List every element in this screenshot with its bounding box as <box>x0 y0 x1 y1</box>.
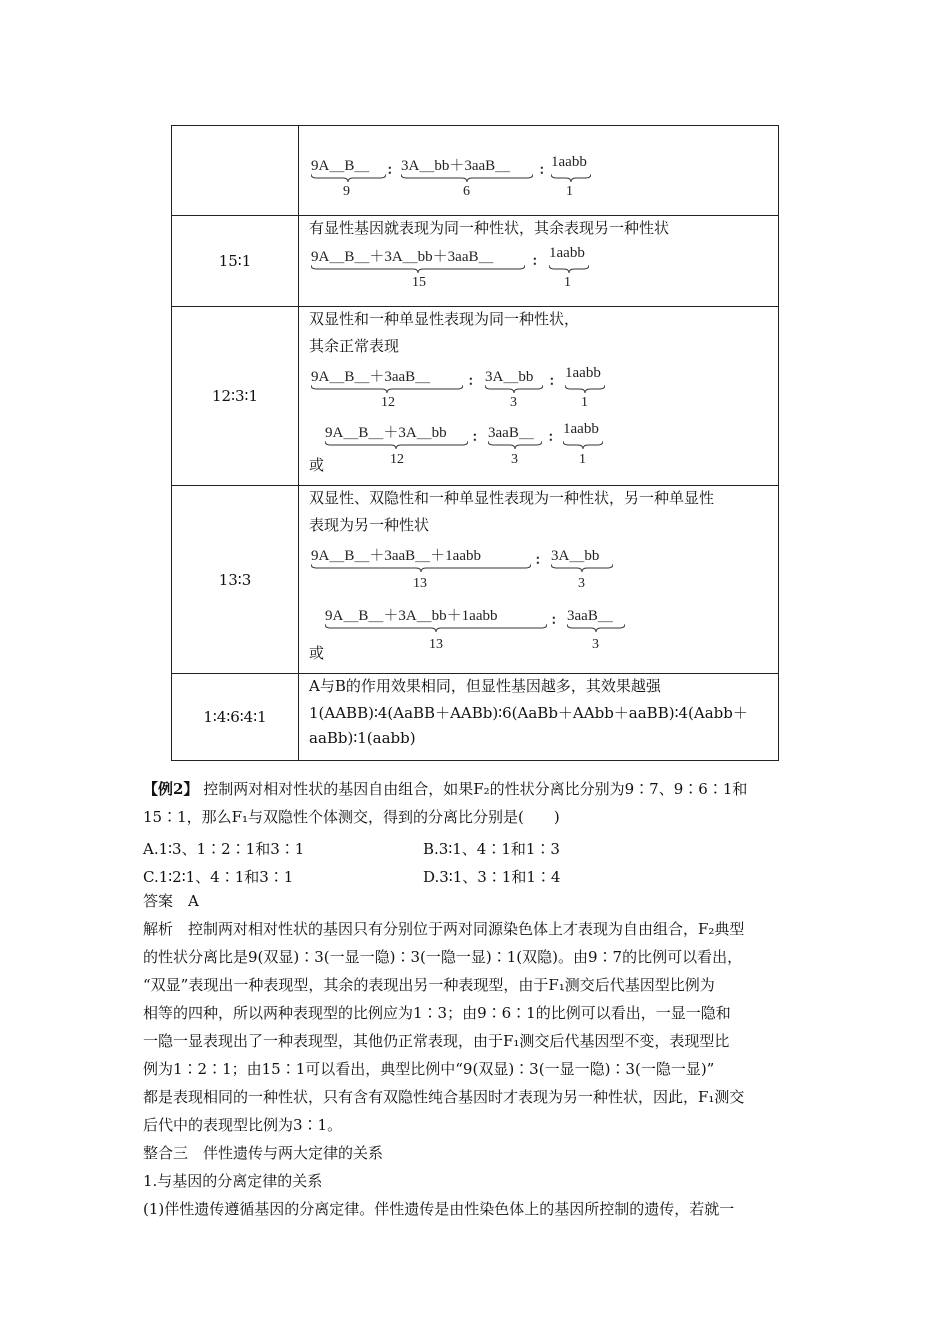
ratio-colon: ∶ <box>536 553 540 569</box>
group-count: 13 <box>429 637 443 652</box>
ratio-cell: 15∶1 <box>172 216 299 307</box>
ratio-colon: ∶ <box>473 430 477 446</box>
subsection-title: 1.与基因的分离定律的关系 <box>143 1172 323 1190</box>
formula-group: 9A＿B＿＋3aaB＿ <box>311 369 431 385</box>
group-count: 1 <box>581 395 588 410</box>
underbrace <box>325 440 468 450</box>
group-count: 3 <box>511 452 518 467</box>
option-c[interactable]: C.1∶2∶1、4∶1和3∶1 <box>143 868 294 886</box>
group-count: 12 <box>381 395 395 410</box>
or-label: 或 <box>309 456 325 474</box>
underbrace <box>549 264 589 274</box>
description-line: 双显性、双隐性和一种单显性表现为一种性状，另一种单显性 <box>309 489 715 507</box>
paragraph: (1)伴性遗传遵循基因的分离定律。伴性遗传是由性染色体上的基因所控制的遗传，若就一 <box>143 1200 735 1218</box>
question-line: 15∶1，那么F₁与双隐性个体测交，得到的分离比分别是( ) <box>143 808 560 826</box>
underbrace <box>563 440 603 450</box>
row-96-1-content <box>299 126 778 215</box>
row-1-4-6-4-1-content <box>299 674 778 760</box>
example-question <box>143 775 823 831</box>
group-count: 1 <box>566 184 573 199</box>
ratio-cell: 12∶3∶1 <box>172 307 299 486</box>
formula-group: 3aaB＿ <box>488 425 534 441</box>
group-count: 13 <box>413 576 427 591</box>
analysis-line: 解析 控制两对相对性状的基因只有分别位于两对同源染色体上才表现为自由组合，F₂典型 <box>143 920 745 938</box>
description-line: aaBb)∶1(aabb) <box>309 729 416 747</box>
section-title: 整合三 伴性遗传与两大定律的关系 <box>143 1144 384 1162</box>
underbrace <box>485 384 543 394</box>
analysis-line: 例为1∶2∶1；由15∶1可以看出，典型比例中“9(双显)∶3(一显一隐)∶3(一隐一显)” <box>143 1060 715 1078</box>
formula-group: 3A＿bb＋3aaB＿ <box>401 158 511 174</box>
answer-and-analysis <box>143 887 823 1223</box>
underbrace <box>567 623 625 633</box>
group-count: 3 <box>510 395 517 410</box>
underbrace <box>311 173 386 183</box>
group-count: 6 <box>463 184 470 199</box>
formula-group: 1aabb <box>551 154 587 170</box>
description-line: 双显性和一种单显性表现为同一种性状， <box>309 310 580 328</box>
ratio-colon: ∶ <box>549 430 553 446</box>
analysis-line: 都是表现相同的一种性状，只有含有双隐性纯合基因时才表现为另一种性状，因此，F₁测交 <box>143 1088 745 1106</box>
underbrace <box>325 623 547 633</box>
ratio-cell <box>172 126 299 216</box>
underbrace <box>311 384 463 394</box>
option-b[interactable]: B.3∶1、4∶1和1∶3 <box>423 840 560 858</box>
analysis-line: 相等的四种，所以两种表现型的比例应为1∶3；由9∶6∶1的比例可以看出，一显一隐和 <box>143 1004 731 1022</box>
underbrace <box>311 264 525 274</box>
formula-group: 3aaB＿ <box>567 608 613 624</box>
ratio-cell: 13∶3 <box>172 486 299 674</box>
group-count: 12 <box>390 452 404 467</box>
group-count: 3 <box>592 637 599 652</box>
formula-group: 1aabb <box>565 365 601 381</box>
underbrace <box>488 440 542 450</box>
example-tag: 【例2】 <box>143 780 199 798</box>
underbrace <box>551 173 591 183</box>
analysis-line: 后代中的表现型比例为3∶1。 <box>143 1116 343 1134</box>
formula-group: 9A＿B＿＋3A＿bb＋3aaB＿ <box>311 249 494 265</box>
option-d[interactable]: D.3∶1、3∶1和1∶4 <box>423 868 561 886</box>
ratio-colon: ∶ <box>550 374 554 390</box>
ratio-colon: ∶ <box>552 613 556 629</box>
description-line: A与B的作用效果相同，但显性基因越多，其效果越强 <box>309 677 661 695</box>
formula-group: 9A＿B＿＋3A＿bb <box>325 425 447 441</box>
group-count: 3 <box>578 576 585 591</box>
analysis-line: 一隐一显表现出了一种表现型，其他仍正常表现，由于F₁测交后代基因型不变，表现型比 <box>143 1032 730 1050</box>
formula-group: 9A＿B＿ <box>311 158 370 174</box>
row-15-1-content <box>299 216 778 306</box>
option-a[interactable]: A.1∶3、1∶2∶1和3∶1 <box>143 840 305 858</box>
group-count: 1 <box>579 452 586 467</box>
ratio-colon: ∶ <box>533 254 537 270</box>
group-count: 9 <box>343 184 350 199</box>
formula-group: 3A＿bb <box>485 369 534 385</box>
formula-group: 9A＿B＿＋3aaB＿＋1aabb <box>311 548 481 564</box>
ratio-colon: ∶ <box>540 163 544 179</box>
ratio-colon: ∶ <box>388 163 392 179</box>
formula-group: 1aabb <box>549 245 585 261</box>
underbrace <box>551 563 613 573</box>
underbrace <box>401 173 533 183</box>
group-count: 15 <box>412 275 426 290</box>
group-count: 1 <box>564 275 571 290</box>
ratio-table <box>171 125 779 761</box>
answer: 答案 A <box>143 892 199 910</box>
description-line: 有显性基因就表现为同一种性状，其余表现另一种性状 <box>309 219 670 237</box>
or-label: 或 <box>309 644 325 662</box>
formula-group: 1aabb <box>563 421 599 437</box>
formula-group: 9A＿B＿＋3A＿bb＋1aabb <box>325 608 498 624</box>
description-line: 表现为另一种性状 <box>309 516 430 534</box>
question-line: 控制两对相对性状的基因自由组合，如果F₂的性状分离比分别为9∶7、9∶6∶1和 <box>203 780 748 798</box>
analysis-line: 的性状分离比是9(双显)∶3(一显一隐)∶3(一隐一显)∶1(双隐)。由9∶7的比例可以看出， <box>143 948 743 966</box>
underbrace <box>565 384 605 394</box>
description-line: 其余正常表现 <box>309 337 400 355</box>
formula-group: 3A＿bb <box>551 548 600 564</box>
row-12-3-1-content <box>299 307 778 485</box>
description-line: 1(AABB)∶4(AaBB＋AABb)∶6(AaBb＋AAbb＋aaBB)∶4(Aabb＋ <box>309 704 748 722</box>
row-13-3-content <box>299 486 778 673</box>
analysis-line: “双显”表现出一种表现型，其余的表现出另一种表现型，由于F₁测交后代基因型比例为 <box>143 976 715 994</box>
underbrace <box>311 563 531 573</box>
ratio-colon: ∶ <box>469 374 473 390</box>
ratio-cell: 1∶4∶6∶4∶1 <box>172 674 299 761</box>
